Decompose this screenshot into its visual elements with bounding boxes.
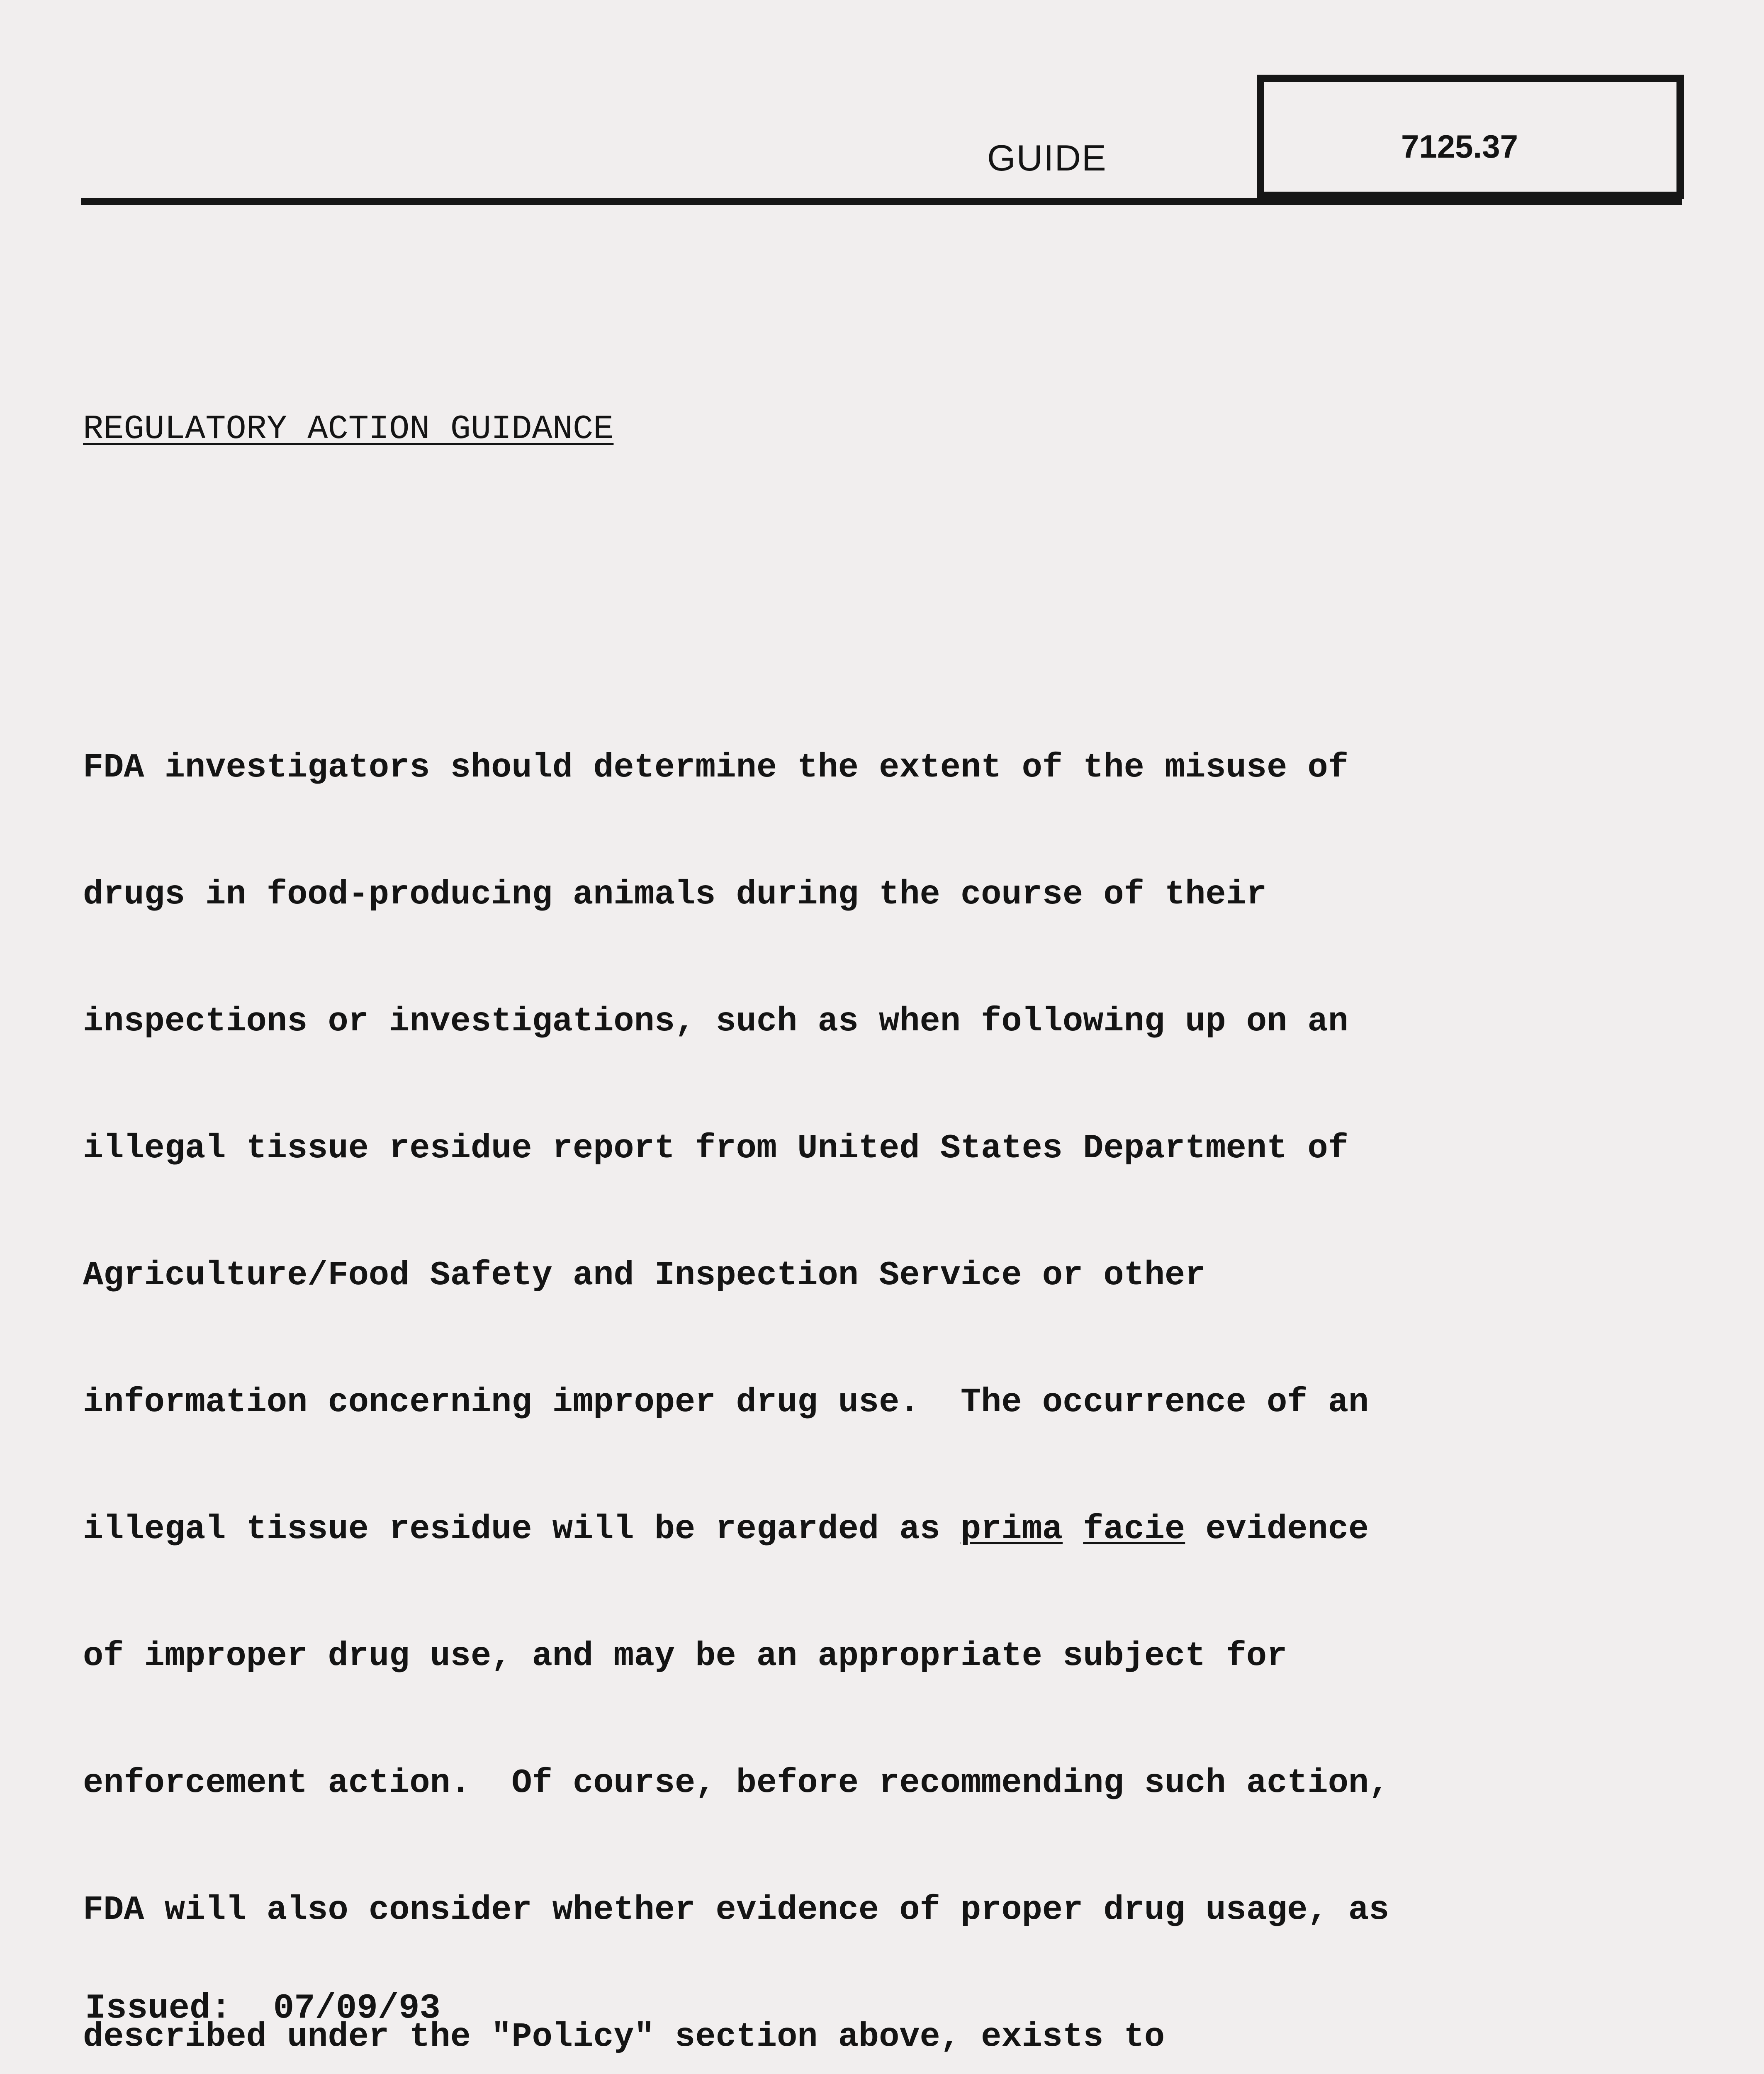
guide-number: 7125.37 <box>1401 128 1518 165</box>
text-line: illegal tissue residue report from United States Department of <box>83 1129 1348 1168</box>
text-line: enforcement action. Of course, before recommending such action, <box>83 1764 1389 1802</box>
text-fragment: illegal tissue residue will be regarded as <box>83 1510 961 1548</box>
issued-date: 07/09/93 <box>273 1989 440 2028</box>
guide-number-box <box>1257 75 1684 199</box>
text-line: Agriculture/Food Safety and Inspection Service or other <box>83 1256 1206 1295</box>
section-heading: REGULATORY ACTION GUIDANCE <box>83 410 614 448</box>
emphasis-prima: prima <box>960 1510 1063 1548</box>
emphasis-facie: facie <box>1083 1510 1185 1548</box>
guide-label: GUIDE <box>987 137 1107 178</box>
paragraph-1 <box>83 662 1725 2074</box>
text-line: described under the "Policy" section above, exists to <box>83 2018 1165 2056</box>
document-body <box>83 324 1725 2074</box>
text-line: FDA investigators should determine the extent of the misuse of <box>83 748 1348 787</box>
issued-label: Issued: <box>85 1989 231 2028</box>
text-line: of improper drug use, and may be an appropriate subject for <box>83 1637 1287 1675</box>
text-line: drugs in food-producing animals during the course of their <box>83 875 1267 914</box>
text-line: FDA will also consider whether evidence of proper drug usage, as <box>83 1891 1389 1929</box>
text-line <box>83 1508 1725 1551</box>
header-rule <box>81 198 1682 205</box>
text-line: inspections or investigations, such as when following up on an <box>83 1002 1348 1041</box>
text-fragment: evidence <box>1185 1510 1369 1548</box>
issued-line <box>85 1989 440 2028</box>
text-line: information concerning improper drug use. The occurrence of an <box>83 1383 1369 1422</box>
